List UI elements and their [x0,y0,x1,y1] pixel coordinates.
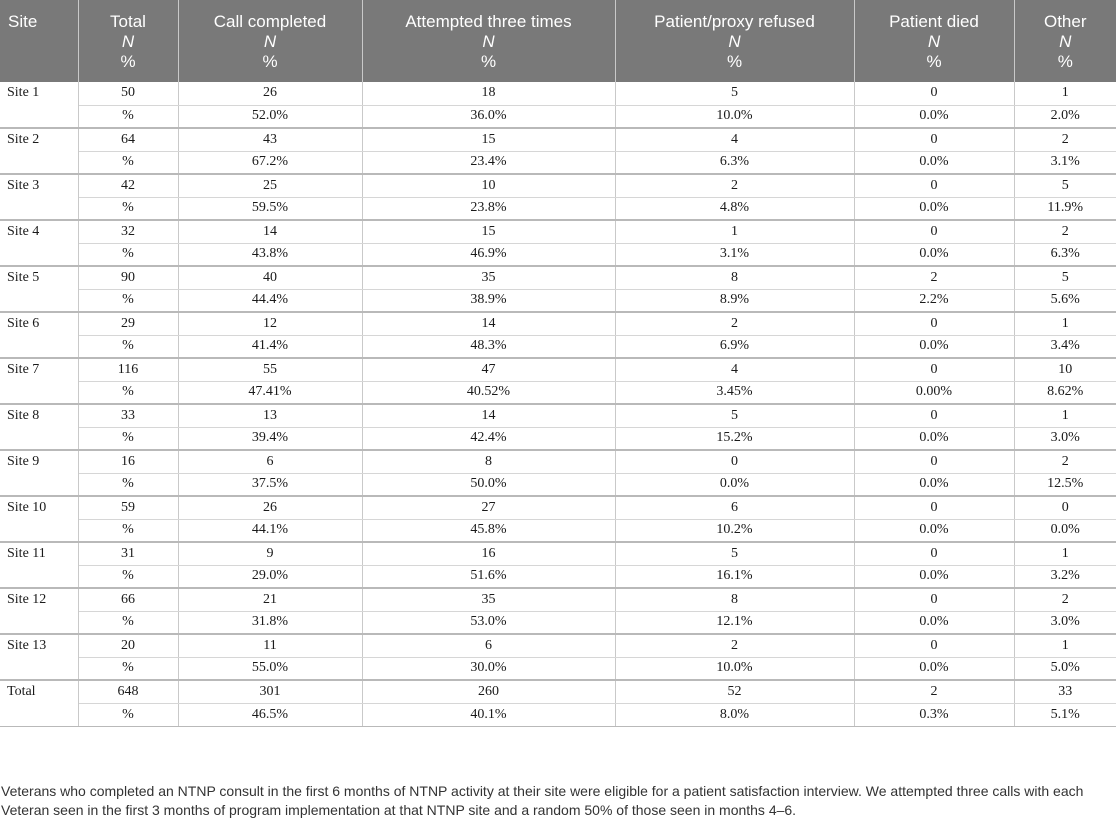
count-cell: 1 [1014,312,1116,335]
column-subheader-n: N [927,32,941,51]
percent-cell: % [78,473,178,496]
percent-cell: 0.0% [1014,519,1116,542]
count-cell: 59 [78,496,178,519]
count-cell: 0 [615,450,854,473]
table-row-percent [0,427,1116,450]
percent-cell: 0.0% [854,657,1014,680]
percent-cell: 51.6% [362,565,615,588]
table-row-count [0,82,1116,105]
table-row-count [0,358,1116,381]
percent-cell: 5.0% [1014,657,1116,680]
site-label: Site 1 [0,82,78,128]
percent-cell: % [78,335,178,358]
count-cell: 0 [854,450,1014,473]
percent-cell: 8.62% [1014,381,1116,404]
column-subheader-n: N [728,32,741,51]
count-cell: 6 [615,496,854,519]
percent-cell: 3.2% [1014,565,1116,588]
count-cell: 0 [854,358,1014,381]
column-subheader-n: N [263,32,277,51]
percent-cell: 8.0% [615,703,854,726]
count-cell: 25 [178,174,362,197]
column-header-label: Site [8,12,38,31]
count-cell: 5 [615,404,854,427]
percent-cell: 10.0% [615,657,854,680]
percent-cell: % [78,519,178,542]
count-cell: 18 [362,82,615,105]
percent-cell: 6.3% [615,151,854,174]
percent-cell: 31.8% [178,611,362,634]
count-cell: 35 [362,588,615,611]
count-cell: 21 [178,588,362,611]
percent-cell: 16.1% [615,565,854,588]
percent-cell: 0.0% [854,611,1014,634]
percent-cell: % [78,197,178,220]
percent-cell: 23.4% [362,151,615,174]
table-row-percent [0,335,1116,358]
percent-cell: 2.2% [854,289,1014,312]
site-label: Site 6 [0,312,78,358]
table-row-percent [0,611,1116,634]
count-cell: 2 [1014,588,1116,611]
count-cell: 2 [615,634,854,657]
site-label: Site 3 [0,174,78,220]
column-header-total [78,0,178,82]
count-cell: 0 [854,496,1014,519]
percent-cell: 50.0% [362,473,615,496]
percent-cell: 3.4% [1014,335,1116,358]
table-row-count [0,312,1116,335]
percent-cell: 2.0% [1014,105,1116,128]
count-cell: 50 [78,82,178,105]
count-cell: 31 [78,542,178,565]
count-cell: 40 [178,266,362,289]
column-header-label: Attempted three times [405,12,572,31]
table-row-count [0,128,1116,151]
count-cell: 1 [1014,542,1116,565]
percent-cell: 10.0% [615,105,854,128]
count-cell: 5 [1014,266,1116,289]
percent-cell: 46.9% [362,243,615,266]
percent-cell: 10.2% [615,519,854,542]
percent-cell: 0.3% [854,703,1014,726]
table-row-count [0,680,1116,703]
percent-cell: % [78,657,178,680]
table-row-count [0,450,1116,473]
count-cell: 32 [78,220,178,243]
percent-cell: 52.0% [178,105,362,128]
percent-cell: 40.52% [362,381,615,404]
percent-cell: 0.0% [854,473,1014,496]
count-cell: 6 [362,634,615,657]
column-header-call-completed [178,0,362,82]
column-subheader-percent: % [120,52,136,71]
percent-cell: 3.0% [1014,611,1116,634]
count-cell: 0 [854,588,1014,611]
percent-cell: 0.0% [854,519,1014,542]
percent-cell: 59.5% [178,197,362,220]
percent-cell: 0.0% [854,197,1014,220]
count-cell: 0 [854,312,1014,335]
percent-cell: 53.0% [362,611,615,634]
count-cell: 0 [854,634,1014,657]
count-cell: 26 [178,82,362,105]
column-subheader-n: N [121,32,135,51]
percent-cell: 30.0% [362,657,615,680]
count-cell: 2 [615,312,854,335]
percent-cell: 37.5% [178,473,362,496]
percent-cell: 11.9% [1014,197,1116,220]
count-cell: 2 [1014,128,1116,151]
percent-cell: 0.0% [854,243,1014,266]
count-cell: 5 [615,82,854,105]
table-row-count [0,588,1116,611]
count-cell: 14 [362,404,615,427]
count-cell: 90 [78,266,178,289]
percent-cell: 45.8% [362,519,615,542]
site-label: Site 8 [0,404,78,450]
count-cell: 0 [854,542,1014,565]
column-header-other [1014,0,1116,82]
percent-cell: 36.0% [362,105,615,128]
percent-cell: 4.8% [615,197,854,220]
table-row-percent [0,657,1116,680]
percent-cell: % [78,151,178,174]
percent-cell: 67.2% [178,151,362,174]
percent-cell: 47.41% [178,381,362,404]
column-subheader-percent: % [1057,52,1073,71]
count-cell: 64 [78,128,178,151]
count-cell: 26 [178,496,362,519]
site-label: Site 4 [0,220,78,266]
percent-cell: 0.0% [615,473,854,496]
percent-cell: 55.0% [178,657,362,680]
count-cell: 5 [1014,174,1116,197]
column-header-label: Patient/proxy refused [654,12,815,31]
column-header-label: Patient died [889,12,979,31]
percent-cell: 0.0% [854,335,1014,358]
table-row-count [0,404,1116,427]
count-cell: 15 [362,220,615,243]
count-cell: 20 [78,634,178,657]
count-cell: 12 [178,312,362,335]
count-cell: 6 [178,450,362,473]
percent-cell: 29.0% [178,565,362,588]
count-cell: 16 [362,542,615,565]
column-header-label: Call completed [213,12,327,31]
count-cell: 35 [362,266,615,289]
count-cell: 0 [854,220,1014,243]
percent-cell: 0.0% [854,105,1014,128]
percent-cell: 3.0% [1014,427,1116,450]
count-cell: 13 [178,404,362,427]
count-cell: 2 [1014,450,1116,473]
count-cell: 43 [178,128,362,151]
count-cell: 47 [362,358,615,381]
percent-cell: 8.9% [615,289,854,312]
column-subheader-percent: % [262,52,278,71]
count-cell: 8 [362,450,615,473]
percent-cell: % [78,611,178,634]
count-cell: 52 [615,680,854,703]
count-cell: 0 [854,128,1014,151]
count-cell: 33 [1014,680,1116,703]
count-cell: 1 [615,220,854,243]
table-row-percent [0,289,1116,312]
percent-cell: % [78,243,178,266]
column-header-patient-proxy-refused [615,0,854,82]
count-cell: 2 [854,266,1014,289]
site-label: Site 2 [0,128,78,174]
percent-cell: 12.1% [615,611,854,634]
count-cell: 10 [362,174,615,197]
count-cell: 14 [178,220,362,243]
percent-cell: 3.1% [615,243,854,266]
column-header-patient-died [854,0,1014,82]
site-label: Site 11 [0,542,78,588]
count-cell: 29 [78,312,178,335]
count-cell: 9 [178,542,362,565]
percent-cell: 3.1% [1014,151,1116,174]
count-cell: 1 [1014,404,1116,427]
table-row-percent [0,197,1116,220]
count-cell: 4 [615,358,854,381]
count-cell: 2 [1014,220,1116,243]
table-row-count [0,634,1116,657]
count-cell: 42 [78,174,178,197]
site-label: Site 5 [0,266,78,312]
column-header-label: Total [110,12,146,31]
site-label: Site 9 [0,450,78,496]
count-cell: 0 [854,174,1014,197]
column-header-attempted-three-times [362,0,615,82]
count-cell: 14 [362,312,615,335]
table-row-percent [0,105,1116,128]
percent-cell: 40.1% [362,703,615,726]
percent-cell: % [78,703,178,726]
table-row-percent [0,381,1116,404]
count-cell: 0 [1014,496,1116,519]
count-cell: 27 [362,496,615,519]
percent-cell: 44.4% [178,289,362,312]
count-cell: 33 [78,404,178,427]
percent-cell: % [78,427,178,450]
count-cell: 2 [615,174,854,197]
count-cell: 11 [178,634,362,657]
column-subheader-n: N [482,32,495,51]
count-cell: 0 [854,404,1014,427]
percent-cell: 6.9% [615,335,854,358]
count-cell: 55 [178,358,362,381]
site-label: Site 10 [0,496,78,542]
count-cell: 10 [1014,358,1116,381]
count-cell: 2 [854,680,1014,703]
count-cell: 301 [178,680,362,703]
table-row-percent [0,703,1116,726]
percent-cell: 0.0% [854,151,1014,174]
site-label: Site 12 [0,588,78,634]
percent-cell: 43.8% [178,243,362,266]
column-subheader-percent: % [926,52,942,71]
site-label: Total [0,680,78,726]
percent-cell: 38.9% [362,289,615,312]
count-cell: 66 [78,588,178,611]
table-row-count [0,266,1116,289]
percent-cell: % [78,105,178,128]
percent-cell: % [78,289,178,312]
table-body [0,82,1116,726]
table-header [0,0,1116,82]
count-cell: 0 [854,82,1014,105]
percent-cell: 46.5% [178,703,362,726]
count-cell: 8 [615,266,854,289]
table-row-count [0,496,1116,519]
table-row-count [0,220,1116,243]
percent-cell: 39.4% [178,427,362,450]
percent-cell: % [78,381,178,404]
count-cell: 116 [78,358,178,381]
site-label: Site 13 [0,634,78,680]
percent-cell: % [78,565,178,588]
column-subheader-n: N [1059,32,1072,51]
count-cell: 4 [615,128,854,151]
table-row-percent [0,473,1116,496]
count-cell: 648 [78,680,178,703]
count-cell: 15 [362,128,615,151]
count-cell: 1 [1014,634,1116,657]
column-header-site [0,0,78,82]
count-cell: 260 [362,680,615,703]
table-row-percent [0,519,1116,542]
table-row-percent [0,151,1116,174]
table-row-count [0,542,1116,565]
percent-cell: 41.4% [178,335,362,358]
percent-cell: 0.0% [854,565,1014,588]
table-row-percent [0,565,1116,588]
table-footnote: Veterans who completed an NTNP consult in the first 6 months of NTNP activity at their site were eligible for a patient satisfaction interview. We attempted three calls with each Veteran seen in the first 3 months of program implementation at that NTNP site and a random 50% of those seen in months 4–6. [1,783,1084,818]
percent-cell: 5.1% [1014,703,1116,726]
site-label: Site 7 [0,358,78,404]
percent-cell: 23.8% [362,197,615,220]
table-row-count [0,174,1116,197]
count-cell: 5 [615,542,854,565]
percent-cell: 44.1% [178,519,362,542]
percent-cell: 6.3% [1014,243,1116,266]
column-subheader-percent: % [726,52,743,71]
column-header-label: Other [1043,12,1087,31]
count-cell: 8 [615,588,854,611]
count-cell: 16 [78,450,178,473]
percent-cell: 5.6% [1014,289,1116,312]
percent-cell: 12.5% [1014,473,1116,496]
table-row-percent [0,243,1116,266]
percent-cell: 15.2% [615,427,854,450]
percent-cell: 0.00% [854,381,1014,404]
count-cell: 1 [1014,82,1116,105]
percent-cell: 3.45% [615,381,854,404]
header-row [0,0,1116,82]
column-subheader-percent: % [480,52,497,71]
percent-cell: 48.3% [362,335,615,358]
percent-cell: 0.0% [854,427,1014,450]
percent-cell: 42.4% [362,427,615,450]
